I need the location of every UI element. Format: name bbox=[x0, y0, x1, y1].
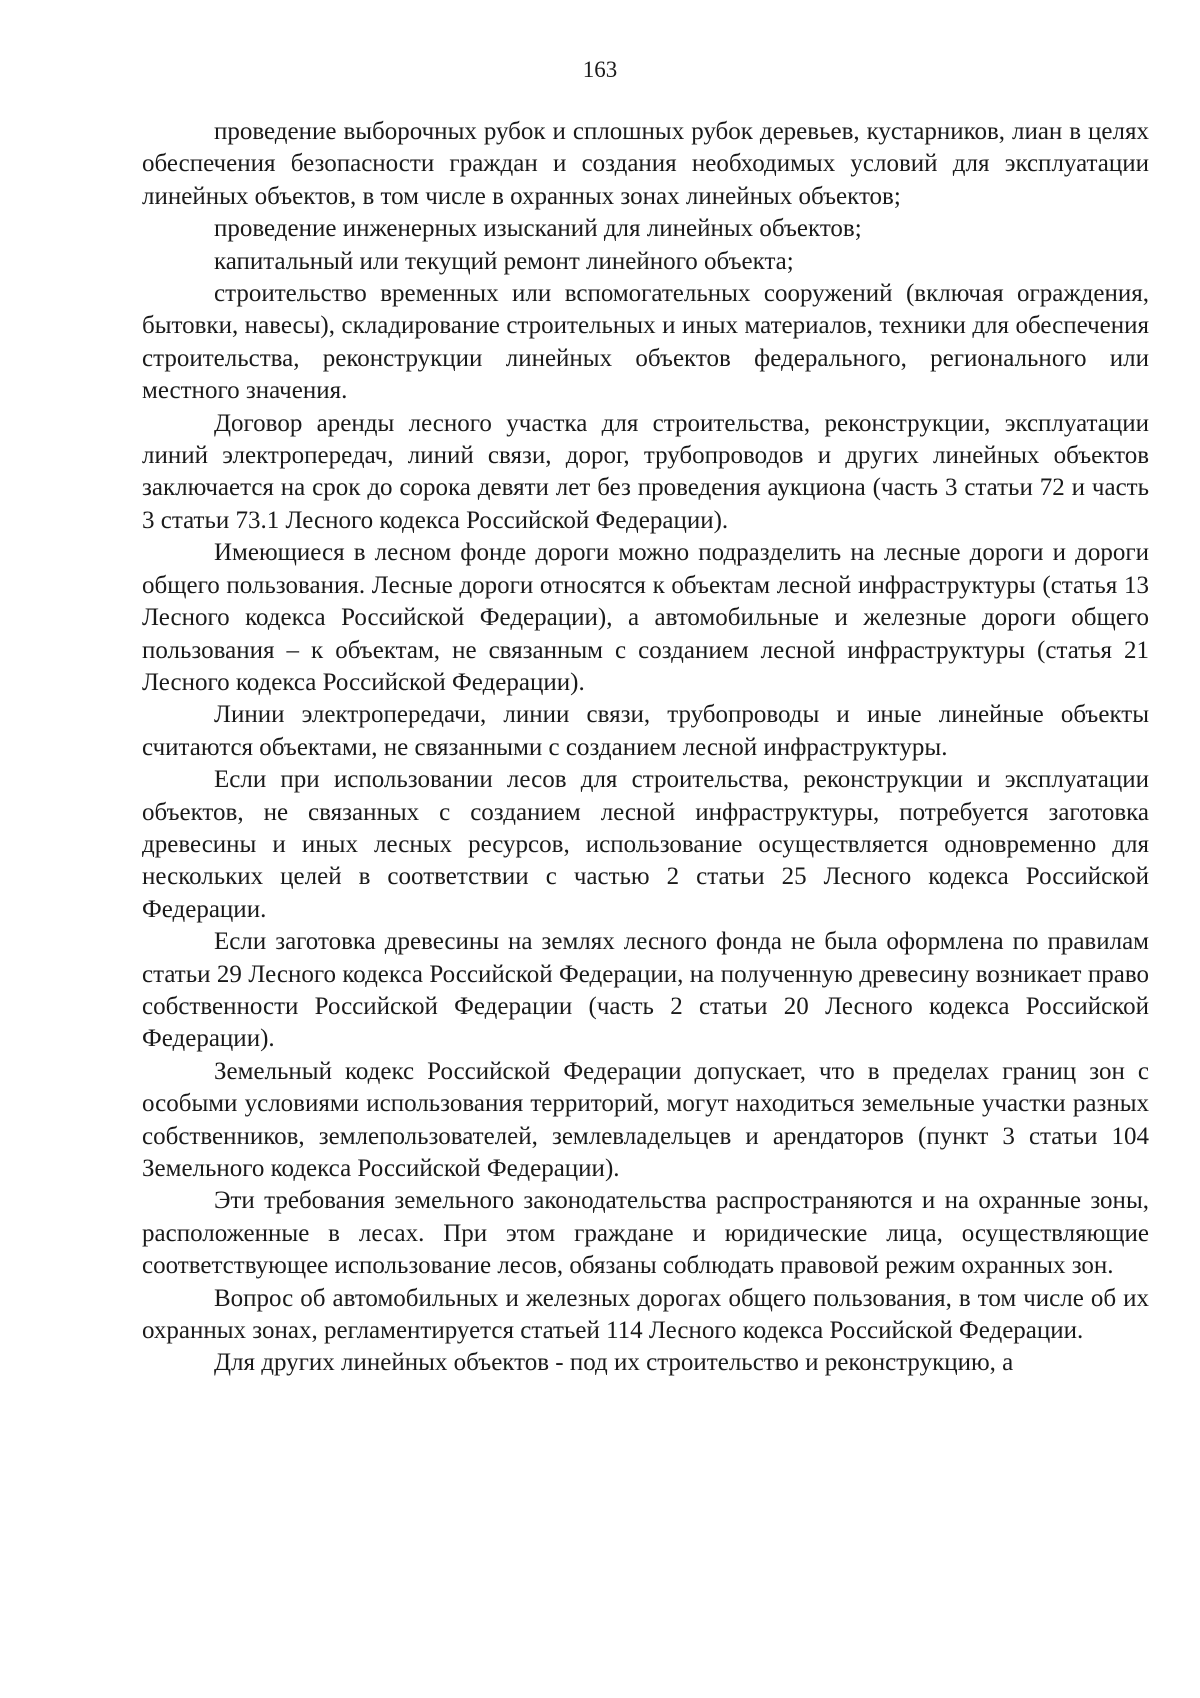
paragraph: проведение выборочных рубок и сплошных рубок деревьев, кустарников, лиан в целях обеспечения безопасности граждан и создания необходимых условий для эксплуатации линейных объектов, в том числе в охранных зонах линейных объектов; bbox=[142, 118, 1149, 210]
page-number: 163 bbox=[582, 57, 618, 82]
paragraph: строительство временных или вспомогательных сооружений (включая ограждения, бытовки, навесы), складирование строительных и иных материалов, техники для обеспечения строительства, реконструкции линейных объектов федерального, регионального или местного значения. bbox=[142, 280, 1149, 405]
paragraph: Эти требования земельного законодательства распространяются и на охранные зоны, расположенные в лесах. При этом граждане и юридические лица, осуществляющие соответствующее использование лесов, обязаны соблюдать правовой режим охранных зон. bbox=[142, 1187, 1149, 1280]
paragraph: Если заготовка древесины на землях лесного фонда не была оформлена по правилам статьи 29 Лесного кодекса Российской Федерации, на полученную древесину возникает право собственности Российской Федерации (часть 2 статьи 20 Лесного кодекса Российской Федерации). bbox=[142, 928, 1149, 1053]
paragraph: капитальный или текущий ремонт линейного объекта; bbox=[214, 247, 794, 275]
paragraph: Линии электропередачи, линии связи, трубопроводы и иные линейные объекты считаются объектами, не связанными с созданием лесной инфраструктуры. bbox=[142, 701, 1149, 761]
paragraph: Имеющиеся в лесном фонде дороги можно подразделить на лесные дороги и дороги общего пользования. Лесные дороги относятся к объектам лесной инфраструктуры (статья 13 Лесного кодекса Российской Федерации), а автомобильные и железные дороги общего пользования – к объектам, не связанным с созданием лесной инфраструктуры (статья 21 Лесного кодекса Российской Федерации). bbox=[142, 539, 1149, 696]
paragraph: Для других линейных объектов - под их строительство и реконструкцию, а bbox=[214, 1349, 1014, 1377]
paragraph: Земельный кодекс Российской Федерации допускает, что в пределах границ зон с особыми условиями использования территорий, могут находиться земельные участки разных собственников, землепользователей, землевладельцев и арендаторов (пункт 3 статьи 104 Земельного кодекса Российской Федерации). bbox=[142, 1057, 1149, 1182]
document-body bbox=[142, 116, 1149, 1380]
paragraph: Если при использовании лесов для строительства, реконструкции и эксплуатации объектов, не связанных с созданием лесной инфраструктуры, потребуется заготовка древесины и иных лесных ресурсов, использование осуществляется одновременно для нескольких целей в соответствии с частью 2 статьи 25 Лесного кодекса Российской Федерации. bbox=[142, 766, 1149, 923]
paragraph: Вопрос об автомобильных и железных дорогах общего пользования, в том числе об их охранных зонах, регламентируется статьей 114 Лесного кодекса Российской Федерации. bbox=[142, 1284, 1149, 1345]
paragraph: проведение инженерных изысканий для линейных объектов; bbox=[214, 215, 862, 243]
paragraph: Договор аренды лесного участка для строительства, реконструкции, эксплуатации линий электропередач, линий связи, дорог, трубопроводов и других линейных объектов заключается на срок до сорока девяти лет без проведения аукциона (часть 3 статьи 72 и часть 3 статьи 73.1 Лесного кодекса Российской Федерации). bbox=[142, 409, 1149, 534]
